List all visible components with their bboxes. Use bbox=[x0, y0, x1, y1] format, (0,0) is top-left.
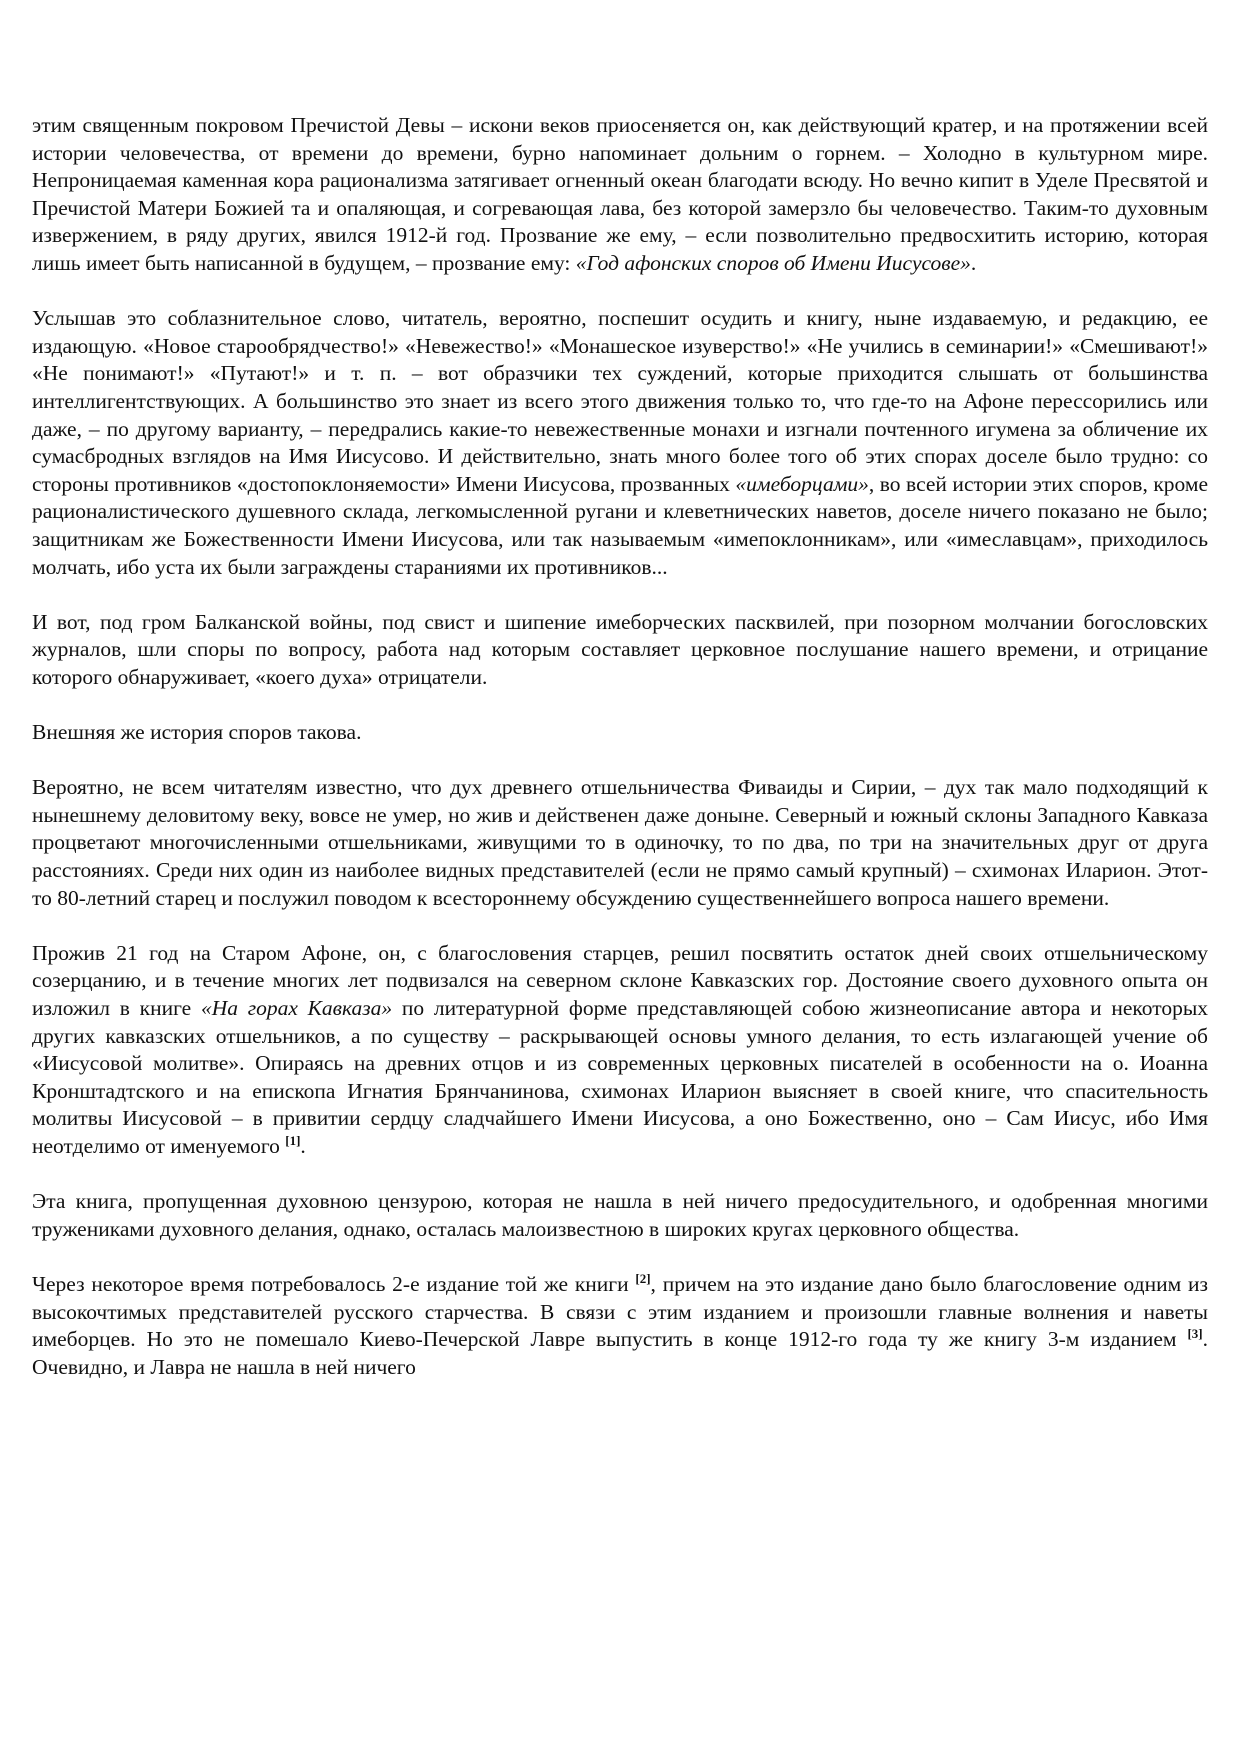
text-run: . Очевидно, и Лавра не нашла в ней ничего bbox=[32, 1327, 1208, 1379]
footnote-ref[interactable]: [3] bbox=[1187, 1325, 1203, 1341]
text-run: Услышав это соблазнительное слово, читатель, вероятно, поспешит осудить и книгу, ныне издаваемую, и редакцию, ее издающую. «Новое старообрядчество!» «Невежество!» «Монашеское изуверство!» «Не учились в семинарии!» «Смешивают!» «Не понимают!» «Путают!» и т. п. – вот образчики тех суждений, которые приходится слышать от большинства интеллигентствующих. А большинство это знает из всего этого движения только то, что где-то на Афоне перессорились или даже, – по другому варианту, – передрались какие-то невежественные монахи и изгнали почтенного игумена за обличение их сумасбродных взглядов на Имя Иисусово. И действительно, знать много более того об этих спорах доселе было трудно: со стороны противников «достопоклоняемости» Имени Иисусова, прозванных bbox=[32, 306, 1208, 496]
footnote-ref[interactable]: [1] bbox=[285, 1132, 301, 1148]
text-run: Через некоторое время потребовалось 2-е издание той же книги bbox=[32, 1271, 636, 1296]
text-run: . bbox=[300, 1133, 306, 1158]
paragraph-8 bbox=[32, 1271, 1208, 1381]
paragraph-5 bbox=[32, 774, 1208, 912]
text-run: Эта книга, пропущенная духовною цензурою, которая не нашла в ней ничего предосудительного, и одобренная многими тружениками духовного делания, однако, осталась малоизвестною в широких кругах церковного общества. bbox=[32, 1189, 1208, 1241]
paragraph-1 bbox=[32, 112, 1208, 278]
text-run: этим священным покровом Пречистой Девы – искони веков приосеняется он, как действующий кратер, и на протяжении всей истории человечества, от времени до времени, бурно напоминает дольним о горнем. – Холодно в культурном мире. Непроницаемая каменная кора рационализма затягивает огненный океан благодати всюду. Но вечно кипит в Уделе Пресвятой и Пречистой Матери Божией та и опаляющая, и согревающая лава, без которой замерзло бы человечество. Таким-то духовным извержением, в ряду других, явился 1912-й год. Прозвание же ему, – если позволительно предвосхитить историю, которая лишь имеет быть написанной в будущем, – прозвание ему: bbox=[32, 113, 1208, 275]
document-page bbox=[32, 112, 1208, 1381]
text-run: Вероятно, не всем читателям известно, что дух древнего отшельничества Фиваиды и Сирии, – дух так мало подходящий к нынешнему деловитому веку, вовсе не умер, но жив и действенен даже доныне. Северный и южный склоны Западного Кавказа процветают многочисленными отшельниками, живущими то в одиночку, то по два, по три на значительных друг от друга расстояниях. Среди них один из наиболее видных представителей (если не прямо самый крупный) – схимонах Иларион. Этот-то 80-летний старец и послужил поводом к всестороннему обсуждению существеннейшего вопроса нашего времени. bbox=[32, 775, 1208, 910]
text-run: , во всей истории этих споров, кроме рационалистического душевного склада, легкомысленной ругани и клеветнических наветов, доселе ничего показано не было; защитникам же Божественности Имени Иисусова, или так называемым «имепоклонникам», или «имеславцам», приходилось молчать, ибо уста их были заграждены стараниями их противников... bbox=[32, 471, 1209, 579]
text-run: И вот, под гром Балканской войны, под свист и шипение имеборческих пасквилей, при позорном молчании богословских журналов, шли споры по вопросу, работа над которым составляет церковное послушание нашего времени, и отрицание которого обнаруживает, «коего духа» отрицатели. bbox=[32, 609, 1208, 689]
paragraph-6 bbox=[32, 940, 1208, 1161]
paragraph-4 bbox=[32, 719, 1208, 747]
text-run: . bbox=[970, 250, 977, 275]
italic-title: «На горах Кавказа» bbox=[200, 996, 393, 1020]
paragraph-7 bbox=[32, 1188, 1208, 1243]
italic-title: «имеборцами» bbox=[735, 471, 869, 496]
footnote-ref[interactable]: [2] bbox=[635, 1270, 651, 1286]
paragraph-2 bbox=[32, 305, 1208, 581]
text-run: Внешняя же история споров такова. bbox=[32, 720, 362, 745]
text-run: по литературной форме представляющей собою жизнеописание автора и некоторых других кавказских отшельников, а по существу – раскрывающей основы умного делания, то есть излагающей учение об «Иисусовой молитве». Опираясь на древних отцов и из современных церковных писателей в особенности на о. Иоанна Кронштадтского и на епископа Игнатия Брянчанинова, схимонах Иларион выясняет в своей книге, что спасительность молитвы Иисусовой – в привитии сердцу сладчайшего Имени Иисусова, а оно Божественно, оно – Сам Иисус, ибо Имя неотделимо от именуемого bbox=[32, 996, 1209, 1158]
paragraph-3 bbox=[32, 609, 1208, 692]
italic-title: «Год афонских споров об Имени Иисусове» bbox=[575, 250, 971, 275]
text-run: Прожив 21 год на Старом Афоне, он, с благословения старцев, решил посвятить остаток дней своих отшельническому созерцанию, и в течение многих лет подвизался на северном склоне Кавказских гор. Достояние своего духовного опыта он изложил в книге bbox=[32, 940, 1208, 1020]
text-run: , причем на это издание дано было благословение одним из высокочтимых представителей русского старчества. В связи с этим изданием и произошли главные волнения и наветы имеборцев. Но это не помешало Киево-Печерской Лавре выпустить в конце 1912-го года ту же книгу 3-м изданием bbox=[32, 1271, 1208, 1352]
